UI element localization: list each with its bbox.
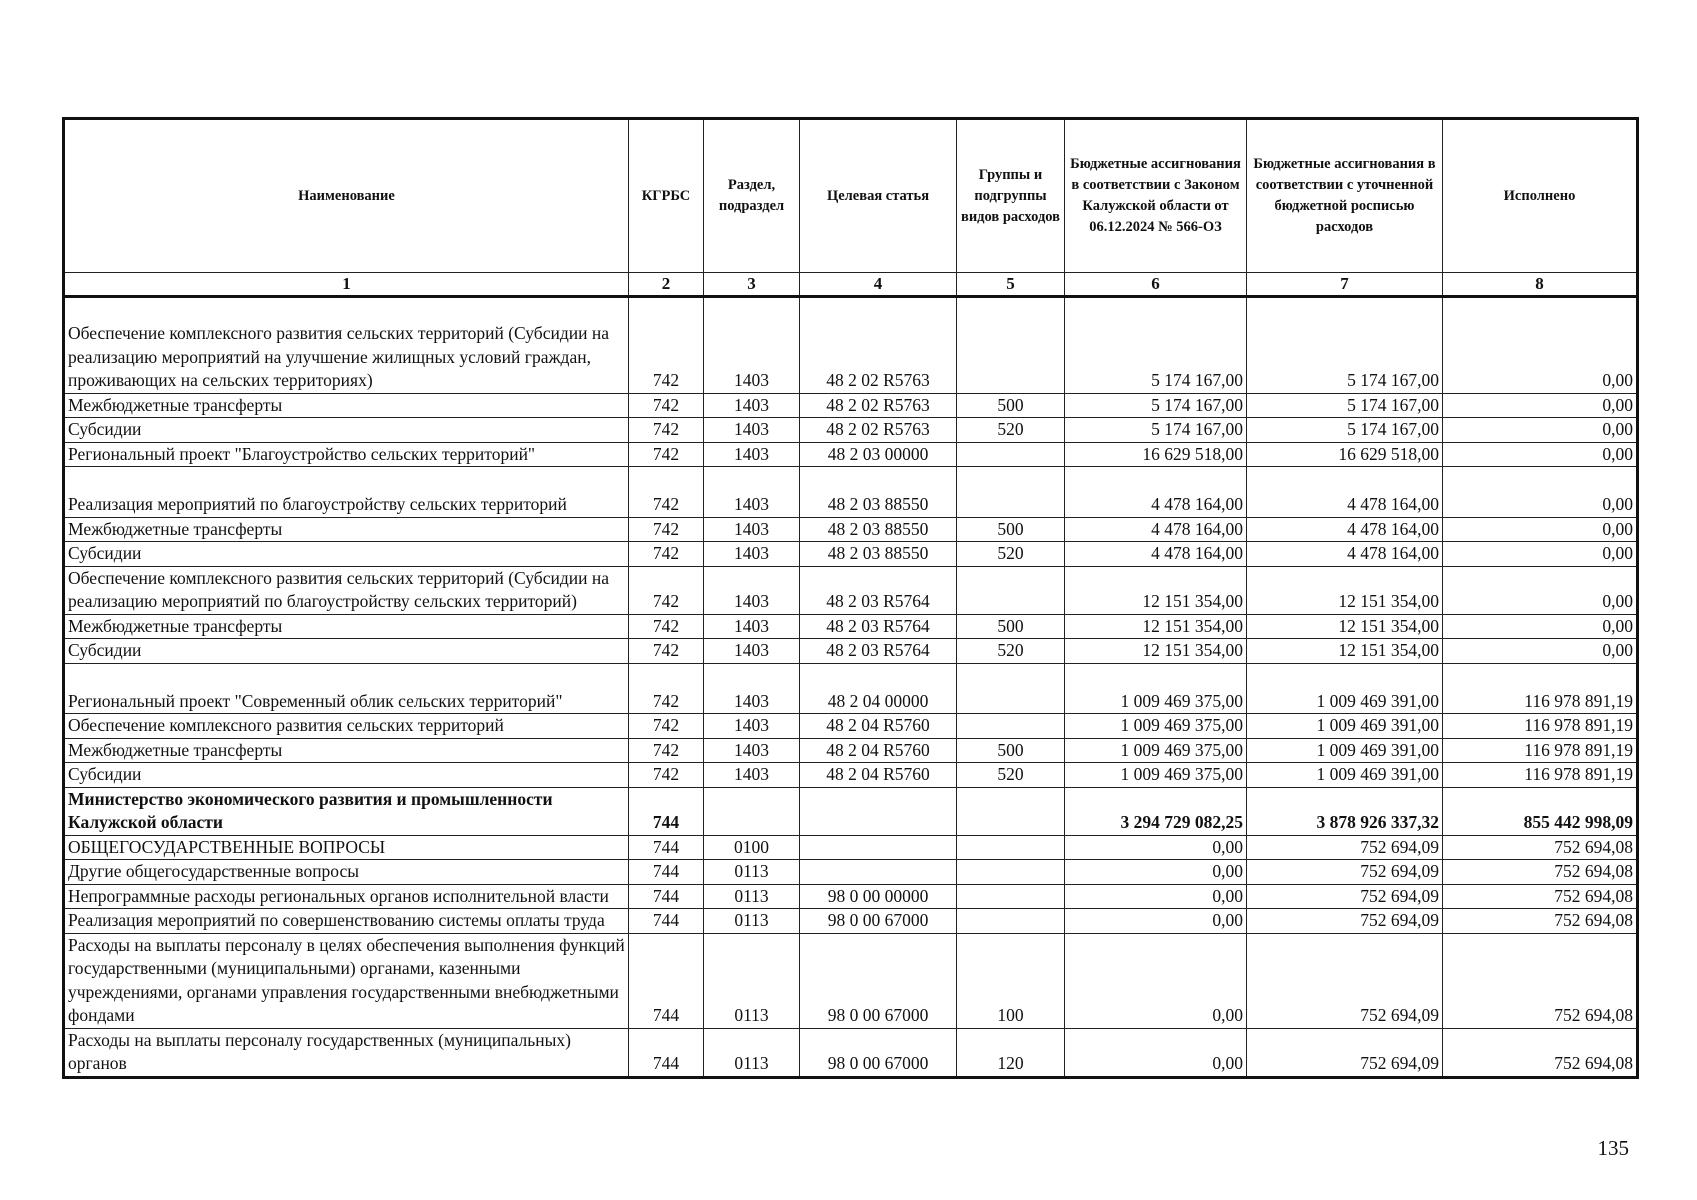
row-law-amount: 12 151 354,00 xyxy=(1065,566,1247,614)
row-refined-amount: 5 174 167,00 xyxy=(1247,418,1443,443)
row-name: Реализация мероприятий по благоустройству сельских территорий xyxy=(64,467,629,518)
row-section: 0113 xyxy=(704,1028,800,1077)
row-kgrbs: 742 xyxy=(629,418,704,443)
row-law-amount: 1 009 469 375,00 xyxy=(1065,738,1247,763)
row-kgrbs: 744 xyxy=(629,884,704,909)
row-section: 0100 xyxy=(704,835,800,860)
row-executed-amount: 116 978 891,19 xyxy=(1443,714,1638,739)
row-kgrbs: 744 xyxy=(629,860,704,885)
row-executed-amount: 752 694,08 xyxy=(1443,909,1638,934)
table-row xyxy=(64,297,1638,394)
row-kgrbs: 744 xyxy=(629,909,704,934)
row-section: 0113 xyxy=(704,933,800,1028)
row-refined-amount: 1 009 469 391,00 xyxy=(1247,714,1443,739)
row-target: 48 2 03 R5764 xyxy=(800,614,957,639)
row-law-amount: 1 009 469 375,00 xyxy=(1065,714,1247,739)
row-law-amount: 0,00 xyxy=(1065,933,1247,1028)
row-kgrbs: 742 xyxy=(629,614,704,639)
row-refined-amount: 12 151 354,00 xyxy=(1247,639,1443,664)
table-row xyxy=(64,933,1638,1028)
row-law-amount: 5 174 167,00 xyxy=(1065,297,1247,394)
row-refined-amount: 12 151 354,00 xyxy=(1247,566,1443,614)
row-executed-amount: 0,00 xyxy=(1443,517,1638,542)
row-name: Региональный проект "Современный облик сельских территорий" xyxy=(64,663,629,714)
row-executed-amount: 752 694,08 xyxy=(1443,1028,1638,1077)
row-target: 98 0 00 67000 xyxy=(800,933,957,1028)
row-refined-amount: 752 694,09 xyxy=(1247,835,1443,860)
row-refined-amount: 1 009 469 391,00 xyxy=(1247,763,1443,788)
row-target xyxy=(800,860,957,885)
row-group: 520 xyxy=(957,418,1065,443)
budget-table xyxy=(62,117,1639,1079)
row-section: 1403 xyxy=(704,763,800,788)
row-kgrbs: 742 xyxy=(629,663,704,714)
row-executed-amount: 116 978 891,19 xyxy=(1443,738,1638,763)
row-name: Расходы на выплаты персоналу государственных (муниципальных) органов xyxy=(64,1028,629,1077)
row-name: Расходы на выплаты персоналу в целях обеспечения выполнения функций государственными (муниципальными) органами, казенными учреждениями, органами управления государственными внебюджетными фондами xyxy=(64,933,629,1028)
row-target: 98 0 00 67000 xyxy=(800,909,957,934)
row-kgrbs: 742 xyxy=(629,442,704,467)
row-executed-amount: 752 694,08 xyxy=(1443,884,1638,909)
row-kgrbs: 742 xyxy=(629,393,704,418)
row-group: 500 xyxy=(957,393,1065,418)
column-number: 2 xyxy=(629,273,704,297)
table-row xyxy=(64,467,1638,518)
row-section: 0113 xyxy=(704,884,800,909)
table-row xyxy=(64,393,1638,418)
row-name: Обеспечение комплексного развития сельских территорий (Субсидии на реализацию мероприятий по благоустройству сельских территорий) xyxy=(64,566,629,614)
row-executed-amount: 0,00 xyxy=(1443,639,1638,664)
row-refined-amount: 4 478 164,00 xyxy=(1247,517,1443,542)
table-row xyxy=(64,418,1638,443)
row-executed-amount: 0,00 xyxy=(1443,542,1638,567)
row-refined-amount: 752 694,09 xyxy=(1247,860,1443,885)
row-group xyxy=(957,467,1065,518)
row-group xyxy=(957,884,1065,909)
table-row xyxy=(64,763,1638,788)
row-section: 1403 xyxy=(704,467,800,518)
row-law-amount: 4 478 164,00 xyxy=(1065,467,1247,518)
table-row xyxy=(64,738,1638,763)
row-executed-amount: 0,00 xyxy=(1443,467,1638,518)
row-law-amount: 12 151 354,00 xyxy=(1065,614,1247,639)
row-target: 48 2 04 R5760 xyxy=(800,738,957,763)
row-section: 1403 xyxy=(704,566,800,614)
row-target: 48 2 04 R5760 xyxy=(800,714,957,739)
row-refined-amount: 1 009 469 391,00 xyxy=(1247,738,1443,763)
row-executed-amount: 116 978 891,19 xyxy=(1443,663,1638,714)
table-row xyxy=(64,835,1638,860)
row-law-amount: 5 174 167,00 xyxy=(1065,418,1247,443)
row-section: 1403 xyxy=(704,663,800,714)
column-number: 1 xyxy=(64,273,629,297)
row-group xyxy=(957,442,1065,467)
column-number: 3 xyxy=(704,273,800,297)
row-refined-amount: 12 151 354,00 xyxy=(1247,614,1443,639)
table-row xyxy=(64,1028,1638,1077)
row-executed-amount: 0,00 xyxy=(1443,614,1638,639)
header-target: Целевая статья xyxy=(800,119,957,273)
header-law: Бюджетные ассигнования в соответствии с Законом Калужской области от 06.12.2024 № 566-ОЗ xyxy=(1065,119,1247,273)
row-section: 0113 xyxy=(704,860,800,885)
row-section: 1403 xyxy=(704,442,800,467)
row-kgrbs: 742 xyxy=(629,714,704,739)
row-law-amount: 5 174 167,00 xyxy=(1065,393,1247,418)
row-group: 520 xyxy=(957,639,1065,664)
row-refined-amount: 16 629 518,00 xyxy=(1247,442,1443,467)
row-executed-amount: 752 694,08 xyxy=(1443,933,1638,1028)
row-group: 120 xyxy=(957,1028,1065,1077)
row-target: 48 2 03 88550 xyxy=(800,467,957,518)
row-name: Субсидии xyxy=(64,418,629,443)
row-name: Непрограммные расходы региональных органов исполнительной власти xyxy=(64,884,629,909)
row-law-amount: 0,00 xyxy=(1065,835,1247,860)
row-name: Субсидии xyxy=(64,542,629,567)
row-group: 520 xyxy=(957,763,1065,788)
row-name: Межбюджетные трансферты xyxy=(64,393,629,418)
table-row xyxy=(64,787,1638,835)
row-group: 500 xyxy=(957,614,1065,639)
row-name: Межбюджетные трансферты xyxy=(64,738,629,763)
row-group xyxy=(957,787,1065,835)
row-refined-amount: 752 694,09 xyxy=(1247,909,1443,934)
row-kgrbs: 744 xyxy=(629,1028,704,1077)
table-body xyxy=(64,297,1638,1078)
row-section: 1403 xyxy=(704,517,800,542)
table-row xyxy=(64,714,1638,739)
row-law-amount: 3 294 729 082,25 xyxy=(1065,787,1247,835)
header-name: Наименование xyxy=(64,119,629,273)
row-law-amount: 0,00 xyxy=(1065,860,1247,885)
table-row xyxy=(64,442,1638,467)
row-refined-amount: 752 694,09 xyxy=(1247,933,1443,1028)
row-law-amount: 1 009 469 375,00 xyxy=(1065,763,1247,788)
row-name: Межбюджетные трансферты xyxy=(64,614,629,639)
row-group: 500 xyxy=(957,517,1065,542)
header-kgrbs: КГРБС xyxy=(629,119,704,273)
column-number: 8 xyxy=(1443,273,1638,297)
row-executed-amount: 116 978 891,19 xyxy=(1443,763,1638,788)
row-name: Субсидии xyxy=(64,763,629,788)
row-target: 48 2 02 R5763 xyxy=(800,297,957,394)
header-section: Раздел, подраздел xyxy=(704,119,800,273)
row-refined-amount: 3 878 926 337,32 xyxy=(1247,787,1443,835)
row-kgrbs: 742 xyxy=(629,763,704,788)
row-section: 1403 xyxy=(704,614,800,639)
page-number: 135 xyxy=(1597,1136,1629,1160)
row-group xyxy=(957,297,1065,394)
row-executed-amount: 0,00 xyxy=(1443,297,1638,394)
row-target: 48 2 04 00000 xyxy=(800,663,957,714)
column-number: 4 xyxy=(800,273,957,297)
table-row xyxy=(64,517,1638,542)
row-law-amount: 1 009 469 375,00 xyxy=(1065,663,1247,714)
row-refined-amount: 5 174 167,00 xyxy=(1247,393,1443,418)
row-group xyxy=(957,714,1065,739)
row-group xyxy=(957,566,1065,614)
row-refined-amount: 752 694,09 xyxy=(1247,1028,1443,1077)
row-name: Министерство экономического развития и промышленности Калужской области xyxy=(64,787,629,835)
row-name: Субсидии xyxy=(64,639,629,664)
row-target xyxy=(800,787,957,835)
row-executed-amount: 0,00 xyxy=(1443,442,1638,467)
row-target: 48 2 03 R5764 xyxy=(800,639,957,664)
row-kgrbs: 742 xyxy=(629,542,704,567)
row-target: 48 2 04 R5760 xyxy=(800,763,957,788)
row-target: 48 2 03 88550 xyxy=(800,517,957,542)
table-row xyxy=(64,909,1638,934)
row-law-amount: 4 478 164,00 xyxy=(1065,517,1247,542)
row-section: 0113 xyxy=(704,909,800,934)
row-refined-amount: 4 478 164,00 xyxy=(1247,467,1443,518)
row-kgrbs: 744 xyxy=(629,787,704,835)
row-refined-amount: 5 174 167,00 xyxy=(1247,297,1443,394)
table-row xyxy=(64,860,1638,885)
row-target: 48 2 03 R5764 xyxy=(800,566,957,614)
table-row xyxy=(64,542,1638,567)
row-section: 1403 xyxy=(704,393,800,418)
header-row xyxy=(64,119,1638,273)
row-section: 1403 xyxy=(704,297,800,394)
row-refined-amount: 4 478 164,00 xyxy=(1247,542,1443,567)
row-refined-amount: 1 009 469 391,00 xyxy=(1247,663,1443,714)
row-law-amount: 0,00 xyxy=(1065,1028,1247,1077)
row-law-amount: 4 478 164,00 xyxy=(1065,542,1247,567)
row-name: Реализация мероприятий по совершенствованию системы оплаты труда xyxy=(64,909,629,934)
table-row xyxy=(64,884,1638,909)
row-name: Обеспечение комплексного развития сельских территорий (Субсидии на реализацию мероприятий на улучшение жилищных условий граждан, проживающих на сельских территориях) xyxy=(64,297,629,394)
row-executed-amount: 752 694,08 xyxy=(1443,860,1638,885)
row-law-amount: 16 629 518,00 xyxy=(1065,442,1247,467)
column-number: 6 xyxy=(1065,273,1247,297)
table-row xyxy=(64,663,1638,714)
row-name: Обеспечение комплексного развития сельских территорий xyxy=(64,714,629,739)
column-number: 7 xyxy=(1247,273,1443,297)
row-target: 48 2 02 R5763 xyxy=(800,393,957,418)
row-law-amount: 0,00 xyxy=(1065,884,1247,909)
row-section: 1403 xyxy=(704,714,800,739)
row-name: Региональный проект "Благоустройство сельских территорий" xyxy=(64,442,629,467)
row-executed-amount: 855 442 998,09 xyxy=(1443,787,1638,835)
row-name: Другие общегосударственные вопросы xyxy=(64,860,629,885)
row-group: 500 xyxy=(957,738,1065,763)
table-row xyxy=(64,639,1638,664)
row-section: 1403 xyxy=(704,418,800,443)
row-target xyxy=(800,835,957,860)
header-groups: Группы и подгруппы видов расходов xyxy=(957,119,1065,273)
row-group xyxy=(957,909,1065,934)
table-row xyxy=(64,566,1638,614)
row-group: 100 xyxy=(957,933,1065,1028)
row-executed-amount: 0,00 xyxy=(1443,393,1638,418)
table-row xyxy=(64,614,1638,639)
row-executed-amount: 752 694,08 xyxy=(1443,835,1638,860)
row-kgrbs: 744 xyxy=(629,933,704,1028)
row-kgrbs: 742 xyxy=(629,566,704,614)
row-section: 1403 xyxy=(704,738,800,763)
row-target: 48 2 02 R5763 xyxy=(800,418,957,443)
row-kgrbs: 742 xyxy=(629,517,704,542)
row-kgrbs: 744 xyxy=(629,835,704,860)
row-executed-amount: 0,00 xyxy=(1443,566,1638,614)
row-kgrbs: 742 xyxy=(629,297,704,394)
row-law-amount: 0,00 xyxy=(1065,909,1247,934)
row-group: 520 xyxy=(957,542,1065,567)
row-law-amount: 12 151 354,00 xyxy=(1065,639,1247,664)
row-kgrbs: 742 xyxy=(629,738,704,763)
row-kgrbs: 742 xyxy=(629,639,704,664)
row-name: ОБЩЕГОСУДАРСТВЕННЫЕ ВОПРОСЫ xyxy=(64,835,629,860)
row-section: 1403 xyxy=(704,542,800,567)
row-group xyxy=(957,663,1065,714)
row-target: 48 2 03 88550 xyxy=(800,542,957,567)
header-refined: Бюджетные ассигнования в соответствии с уточненной бюджетной росписью расходов xyxy=(1247,119,1443,273)
header-executed: Исполнено xyxy=(1443,119,1638,273)
row-name: Межбюджетные трансферты xyxy=(64,517,629,542)
column-number: 5 xyxy=(957,273,1065,297)
row-group xyxy=(957,835,1065,860)
row-kgrbs: 742 xyxy=(629,467,704,518)
row-refined-amount: 752 694,09 xyxy=(1247,884,1443,909)
row-executed-amount: 0,00 xyxy=(1443,418,1638,443)
row-target: 48 2 03 00000 xyxy=(800,442,957,467)
row-target: 98 0 00 67000 xyxy=(800,1028,957,1077)
row-group xyxy=(957,860,1065,885)
row-target: 98 0 00 00000 xyxy=(800,884,957,909)
column-number-row xyxy=(64,273,1638,297)
row-section xyxy=(704,787,800,835)
row-section: 1403 xyxy=(704,639,800,664)
